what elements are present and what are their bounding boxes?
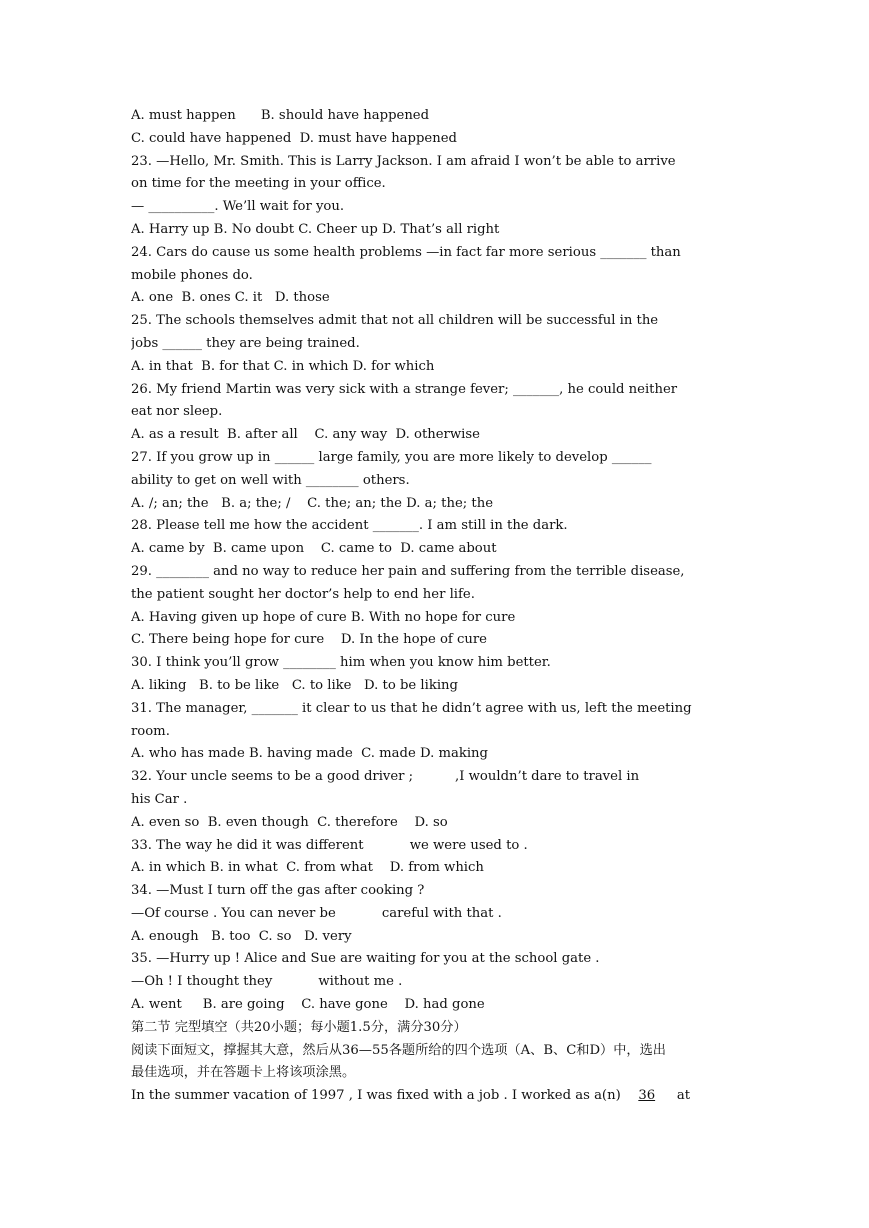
text-line: —Oh ! I thought they without me .: [131, 974, 403, 990]
passage-tail: at: [676, 1088, 691, 1104]
text-line: A. in which B. in what C. from what D. from which: [131, 860, 484, 876]
text-line: 32. Your uncle seems to be a good driver ; ,I wouldn’t dare to travel in: [131, 769, 640, 785]
text-line: A. even so B. even though C. therefore D. so: [131, 814, 448, 830]
text-line: 30. I think you’ll grow ________ him when you know him better.: [131, 655, 551, 671]
text-line: A. as a result B. after all C. any way D. otherwise: [131, 427, 480, 443]
section-heading: 第二节 完型填空（共20小题；每小题1.5分，满分30分）: [131, 1019, 467, 1035]
text-line: jobs ______ they are being trained.: [131, 335, 360, 351]
text-line: 33. The way he did it was different we were used to .: [131, 837, 528, 853]
text-line: C. could have happened D. must have happened: [131, 130, 457, 146]
section-instructions: 最佳选项，并在答题卡上将该项涂黑。: [131, 1065, 356, 1081]
text-line: on time for the meeting in your office.: [131, 176, 386, 192]
text-line: — __________. We’ll wait for you.: [131, 199, 345, 215]
text-line: A. in that B. for that C. in which D. for which: [131, 358, 435, 374]
text-line: ability to get on well with ________ others.: [131, 472, 410, 488]
text-line: 31. The manager, _______ it clear to us that he didn’t agree with us, left the meeting: [131, 700, 692, 716]
text-line: A. must happen B. should have happened: [131, 108, 430, 123]
text-line: A. one B. ones C. it D. those: [131, 290, 330, 306]
text-line: eat nor sleep.: [131, 404, 223, 420]
text-line: 35. —Hurry up ! Alice and Sue are waiting for you at the school gate .: [131, 951, 600, 967]
blank-36: 36: [638, 1088, 656, 1104]
text-line: A. went B. are going C. have gone D. had gone: [131, 997, 485, 1013]
text-line: 27. If you grow up in ______ large family, you are more likely to develop ______: [131, 449, 652, 465]
text-line: 24. Cars do cause us some health problems —in fact far more serious _______ than: [131, 244, 681, 260]
text-line: 23. —Hello, Mr. Smith. This is Larry Jackson. I am afraid I won’t be able to arrive: [131, 153, 676, 169]
text-line: the patient sought her doctor’s help to end her life.: [131, 586, 475, 602]
text-line: 34. —Must I turn off the gas after cooking ?: [131, 883, 425, 899]
text-line: mobile phones do.: [131, 267, 253, 283]
text-line: his Car .: [131, 791, 188, 807]
text-line: A. who has made B. having made C. made D. making: [131, 746, 488, 762]
text-line: 29. ________ and no way to reduce her pain and suffering from the terrible disease,: [131, 563, 685, 579]
text-line: room.: [131, 723, 170, 739]
text-line: 25. The schools themselves admit that not all children will be successful in the: [131, 313, 659, 329]
text-line: —Of course . You can never be careful with that .: [131, 905, 502, 921]
text-line: C. There being hope for cure D. In the hope of cure: [131, 632, 487, 648]
section-instructions: 阅读下面短文，撑握其大意，然后从36—55各题所给的四个选项（A、B、C和D）中，选出: [131, 1042, 666, 1058]
text-line: 28. Please tell me how the accident _______. I am still in the dark.: [131, 518, 568, 534]
text-line: A. liking B. to be like C. to like D. to be liking: [131, 677, 458, 693]
text-line: A. enough B. too C. so D. very: [131, 928, 352, 944]
text-line: 26. My friend Martin was very sick with a strange fever; _______, he could neither: [131, 381, 678, 397]
exam-page: [131, 105, 737, 1108]
text-line: A. /; an; the B. a; the; / C. the; an; the D. a; the; the: [131, 495, 493, 511]
passage-text: In the summer vacation of 1997 , I was fixed with a job . I worked as a(n): [131, 1088, 621, 1104]
text-line: A. Having given up hope of cure B. With no hope for cure: [131, 609, 516, 625]
text-line: A. came by B. came upon C. came to D. came about: [131, 541, 497, 557]
text-line: A. Harry up B. No doubt C. Cheer up D. That’s all right: [131, 221, 500, 237]
passage-first-line: [131, 1085, 737, 1108]
